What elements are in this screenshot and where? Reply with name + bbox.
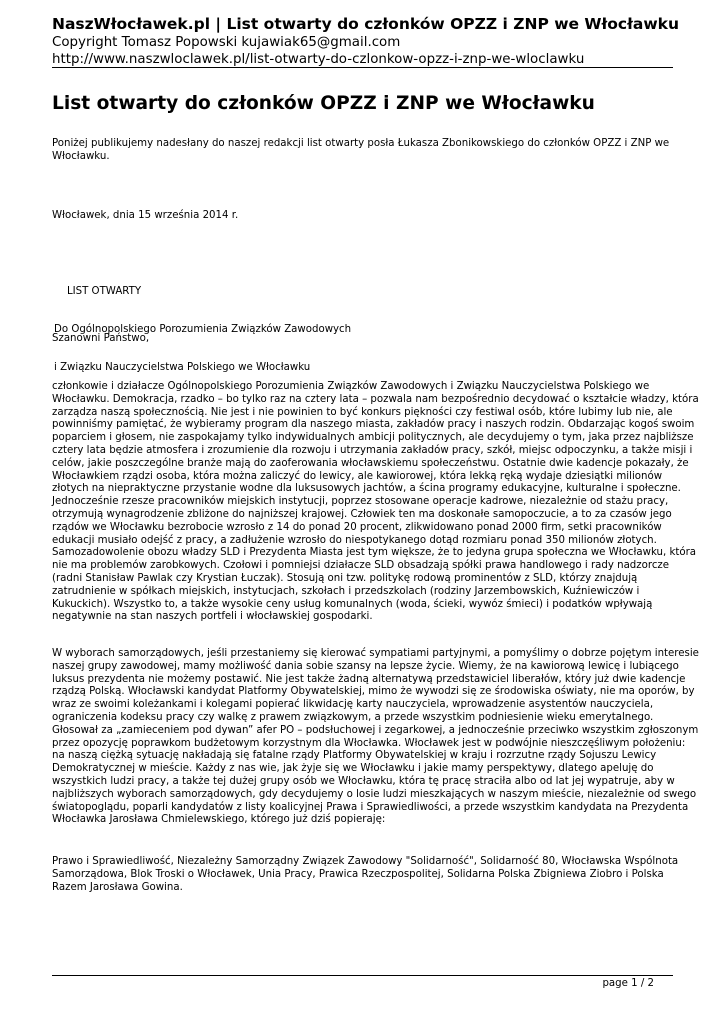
paragraph-line: naszej grupy zawodowej, mamy możliwość dania sobie szansy na lepsze życie. Wiemy, że na kawiorową lewicę i lubiącego (52, 660, 679, 672)
paragraph-2 (52, 648, 699, 827)
letter-heading-line: i Związku Nauczycielstwa Polskiego we Włocławku (54, 362, 311, 374)
paragraph-line: W wyborach samorządowych, jeśli przestaniemy się kierować sympatiami partyjnymi, a pomyślimy o dobrze pojętym interesie (52, 648, 699, 659)
paragraph-line: negatywnie na stan naszych portfeli i włocławskiej gospodarki. (52, 611, 373, 623)
paragraph-line: członkowie i działacze Ogólnopolskiego Porozumienia Związków Zawodowych i Związku Nauczycielstwa Polskiego we (52, 381, 650, 392)
intro-line: Poniżej publikujemy nadesłany do naszej redakcji list otwarty posła Łukasza Zbonikowskiego do członków OPZZ i ZNP we (52, 138, 670, 149)
paragraph-line: Kukuckich). Wszystko to, a także wysokie ceny usług komunalnych (woda, ścieki, wywóz śmieci) i podatków wpływają (52, 598, 653, 610)
paragraph-3 (52, 856, 679, 894)
letter-heading (54, 260, 351, 388)
paragraph-line: rządzą Polską. Włocławski kandydat Platformy Obywatelskiej, mimo że wywodzi się ze środowiska oświaty, nie ma oporów, by (52, 686, 695, 698)
paragraph-line: Samorządowa, Blok Troski o Włocławek, Unia Pracy, Prawica Rzeczpospolitej, Solidarna Polska Zbigniewa Ziobro i Polska (52, 868, 664, 880)
footer-divider (52, 975, 673, 976)
paragraph-line: Głosował za „zamieceniem pod dywan” afer PO – podsłuchowej i zegarkowej, a jednocześnie przeciwko wszystkim zgłoszonym (52, 724, 699, 736)
letter-heading-line: LIST OTWARTY (54, 285, 142, 297)
paragraph-line: luksus prezydenta nie możemy postawić. Nie jest także żadną alternatywą przedstawiciel liberałów, który już dwie kadencje (52, 673, 686, 685)
paragraph-line: powinniśmy pamiętać, że wybieramy program dla naszego miasta, zakładów pracy i naszych rodzin. Obdarzając kogoś swoim (52, 419, 695, 431)
paragraph-line: zarządza naszą społecznością. Nie jest i nie powinien to być konkurs piękności czy festiwal osób, które lubimy lub nie, ale (52, 406, 673, 418)
paragraph-line: wraz ze swoimi koleżankami i kolegami popierać likwidację karty nauczyciela, wprowadzenie asystentów nauczyciela, (52, 699, 654, 711)
site-title: NaszWłocławek.pl | List otwarty do członków OPZZ i ZNP we Włocławku (52, 15, 679, 33)
paragraph-1 (52, 381, 699, 624)
source-url: http://www.naszwloclawek.pl/list-otwarty-do-czlonkow-opzz-i-znp-we-wloclawku (52, 52, 585, 67)
paragraph-line: Prawo i Sprawiedliwość, Niezależny Samorządny Związek Zawodowy "Solidarność", Solidarność 80, Włocławska Wspólnota (52, 856, 679, 867)
paragraph-line: edukacji musiało odejść z pracy, a zadłużenie wzrosło do niespotykanego dotąd rozmiaru ponad 350 milionów złotych. (52, 534, 657, 546)
paragraph-line: Włocławka Jarosława Chmielewskiego, którego już dziś popieraję: (52, 814, 386, 826)
header-divider (52, 67, 673, 68)
intro-line: Włocławku. (52, 150, 110, 162)
dateline: Włocławek, dnia 15 września 2014 r. (52, 210, 239, 221)
paragraph-line: światopoglądu, poparli kandydatów z listy koalicyjnej Prawa i Sprawiedliwości, a przede wszystkim kandydata na Prezydenta (52, 801, 689, 813)
paragraph-line: nie ma problemów zarobkowych. Czołowi i pomniejsi działacze SLD obsadzają spółki prawa handlowego i rady nadzorcze (52, 560, 670, 572)
paragraph-line: najbliższych wyborach samorządowych, gdy decydujemy o losie ludzi mieszkających w naszym mieście, niezależnie od swego (52, 788, 697, 800)
paragraph-line: złotych na niepraktyczne przystanie wodne dla luksusowych jachtów, a ścina programy edukacyjne, kulturalne i społeczne. (52, 483, 681, 495)
paragraph-line: cztery lata będzie atmosfera i zrozumienie dla rozwoju i utrzymania zakładów pracy, szkół, miejsc odpoczynku, a także misji i (52, 444, 693, 456)
paragraph-line: przez opozycję poprawkom budżetowym korzystnym dla Włocławka. Włocławek jest w podwójnie nieszczęśliwym położeniu: (52, 737, 686, 749)
letter-heading-line: Do Ogólnopolskiego Porozumienia Związków Zawodowych (54, 323, 352, 335)
paragraph-line: Włocławku. Demokracja, rzadko – bo tylko raz na cztery lata – pozwala nam bezpośrednio decydować o kształcie władzy, która (52, 393, 699, 405)
intro-paragraph (52, 138, 674, 164)
paragraph-line: Włocławkiem rządzi osoba, która można zaliczyć do lewicy, ale kawiorowej, która lekką ręką wydaje dziesiątki milionów (52, 470, 663, 482)
page-number: page 1 / 2 (602, 978, 654, 989)
paragraph-line: wszystkich ludzi pracy, a także tej dużej grupy osób we Włocławku, która tę pracę straciła albo od lat jej wypatruje, aby w (52, 775, 675, 787)
document-header (52, 14, 692, 68)
greeting: Szanowni Państwo, (52, 333, 150, 344)
paragraph-line: rządów we Włocławku bezrobocie wzrosło z 14 do ponad 20 procent, zlikwidowano ponad 2000 firm, setki pracowników (52, 521, 662, 533)
paragraph-line: Samozadowolenie obozu władzy SLD i Prezydenta Miasta jest tym większe, że to jedyna grupa społeczna we Włocławku, która (52, 547, 697, 559)
paragraph-line: Demokratycznej w mieście. Każdy z nas wie, jak żyje się we Włocławku i jakie mamy perspektywy, dlatego apeluję do (52, 763, 654, 775)
paragraph-line: Jednocześnie rzesze pracowników miejskich instytucji, poprzez stosowane operacje kadrowe, niezależnie od stażu pracy, (52, 496, 669, 508)
paragraph-line: ograniczenia kodeksu pracy czy walkę z prawem związkowym, a przede wszystkim podniesienie wieku emerytalnego. (52, 711, 654, 723)
article-title: List otwarty do członków OPZZ i ZNP we Włocławku (52, 93, 595, 114)
paragraph-line: Razem Jarosława Gowina. (52, 881, 183, 893)
paragraph-line: na naszą ciężką sytuację nakładają się fatalne rządy Platformy Obywatelskiej w kraju i rozrzutne rządy Sojuszu Lewicy (52, 750, 657, 762)
paragraph-line: otrzymują wynagrodzenie zbliżone do najniższej krajowej. Człowiek ten ma doskonałe samopoczucie, a to za czasów jego (52, 508, 672, 520)
paragraph-line: zatrudnienie w spółkach miejskich, instytucjach, szkołach i przedszkolach (rodziny Jarzembowskich, Kuźniewiczów i (52, 585, 640, 597)
paragraph-line: celów, jakie poszczególne branże mają do zaoferowania włocławskiemu społeczeństwu. Ostatnie dwie kadencje pokazały, że (52, 457, 689, 469)
copyright-line: Copyright Tomasz Popowski kujawiak65@gmail.com (52, 35, 401, 50)
paragraph-line: (radni Stanisław Pawlak czy Krystian Łuczak). Stosują oni tzw. politykę rodową prominentów z SLD, którzy znajdują (52, 572, 638, 584)
paragraph-line: poparciem i głosem, nie zaspokajamy tylko indywidualnych ambicji politycznych, ale decydujemy o tym, jaka przez najbliższe (52, 432, 694, 444)
